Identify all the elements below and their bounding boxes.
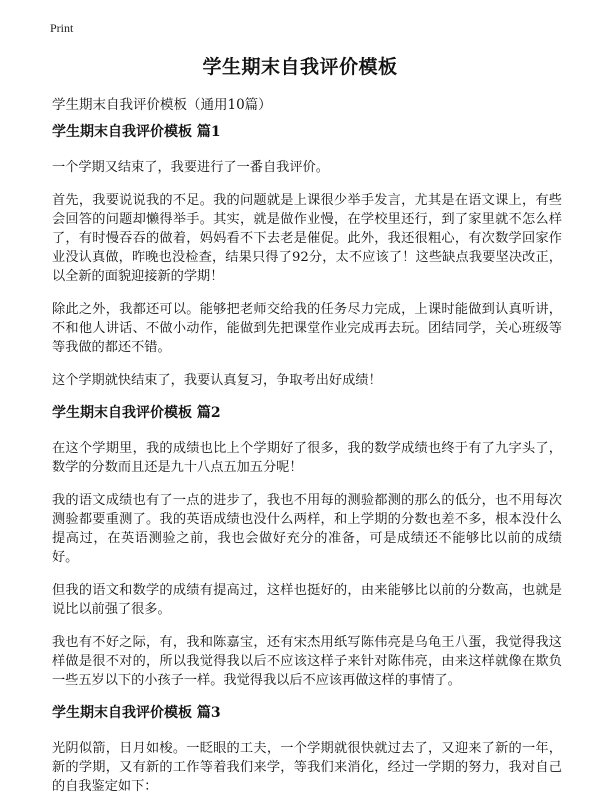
document-subtitle: 学生期末自我评价模板（通用10篇）	[52, 97, 272, 113]
print-link[interactable]: Print	[50, 21, 74, 35]
paragraph: 首先，我要说说我的不足。我的问题就是上课很少举手发言，尤其是在语文课上，有些会回答的问题却懒得举手。其实，就是做作业慢，在学校里还行，到了家里就不怎么样了，有时慢吞吞的做着，妈妈看不下去老是催促。此外，我还很粗心，有次数学回家作业没认真做，昨晚也没检查，结果只得了92分，太不应该了！这些缺点我要坚决改正，以全新的面貌迎接新的学期！	[52, 193, 562, 284]
paragraph: 但我的语文和数学的成绩有提高过，这样也挺好的，由来能够比以前的分数高，也就是说比以前强了很多。	[52, 583, 562, 617]
paragraph: 在这个学期里，我的成绩也比上个学期好了很多，我的数学成绩也终于有了九字头了，数学的分数而且还是九十八点五加五分呢！	[52, 441, 562, 475]
paragraph: 我的语文成绩也有了一点的进步了，我也不用每的测验都测的那么的低分，也不用每次测验都要重测了。我的英语成绩也没什么两样，和上学期的分数也差不多，根本没什么提高过，在英语测验之前，我也会做好充分的准备，可是成绩还不能够比以前的成绩好。	[52, 493, 562, 565]
paragraph: 我也有不好之际，有，我和陈嘉宝，还有宋杰用纸写陈伟亮是乌龟王八蛋，我觉得我这样做是很不对的，所以我觉得我以后不应该这样子来针对陈伟亮，由来这样就像在欺负一些五岁以下的小孩子一样。我觉得我以后不应该再做这样的事情了。	[52, 635, 562, 688]
section-heading-1: 学生期末自我评价模板 篇1	[52, 124, 221, 140]
paragraph: 这个学期就快结束了，我要认真复习，争取考出好成绩！	[52, 373, 382, 388]
section-heading-2: 学生期末自我评价模板 篇2	[52, 405, 221, 421]
document-body	[52, 123, 562, 810]
paragraph: 一个学期又结束了，我要进行了一番自我评价。	[52, 160, 329, 175]
paragraph: 光阴似箭，日月如梭。一眨眼的工夫，一个学期就很快就过去了，又迎来了新的一年，新的学期，又有新的工作等着我们来学，等我们来消化，经过一学期的努力，我对自己的自我鉴定如下：	[52, 741, 562, 794]
section-heading-3: 学生期末自我评价模板 篇3	[52, 705, 221, 721]
paragraph: 除此之外，我都还可以。能够把老师交给我的任务尽力完成，上课时能做到认真听讲，不和他人讲话、不做小动作，能做到先把课堂作业完成再去玩。团结同学，关心班级等等我做的都还不错。	[52, 302, 562, 355]
page-title: 学生期末自我评价模板	[202, 56, 398, 78]
